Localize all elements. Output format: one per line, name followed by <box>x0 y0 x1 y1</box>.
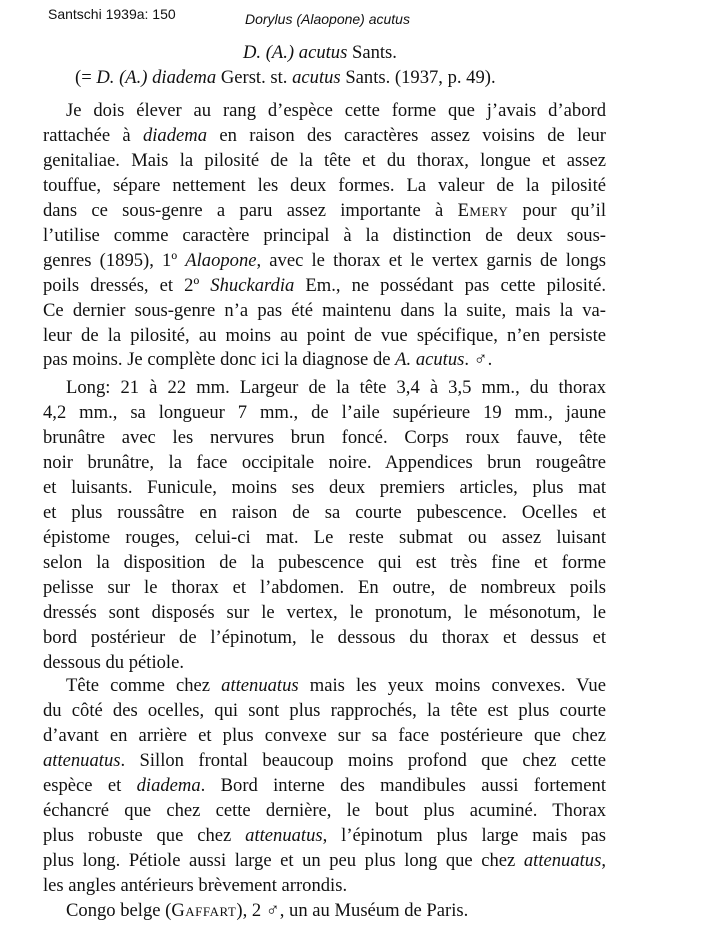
text-span: ), 2 ♂, un au Muséum de Paris. <box>236 900 469 921</box>
text-line: épistome rouges, celui-ci mat. Le reste submat ou assez luisant <box>43 527 606 548</box>
text-span: plus long. Pétiole aussi large et un peu plus long que chez <box>43 850 516 871</box>
text-span: Congo belge ( <box>66 900 172 921</box>
text-line: les angles antérieurs brèvement arrondis. <box>43 875 348 896</box>
text-span: plus robuste que chez <box>43 825 232 846</box>
text-span: , <box>601 850 606 871</box>
text-span: genres (1895), 1º <box>43 250 178 271</box>
synonymy-genus: D. <box>96 67 115 88</box>
synonymy-author: Gerst. st. <box>220 67 288 88</box>
text-line <box>43 849 606 873</box>
text-line: dressés sont disposés sur le vertex, le pronotum, le mésonotum, le <box>43 602 606 623</box>
text-line: et plus roussâtre en raison de sa courte pubescence. Ocelles et <box>43 502 606 523</box>
text-span: , l’épinotum plus large mais pas <box>322 825 606 846</box>
synonymy-ref: Sants. (1937, p. 49). <box>345 67 496 88</box>
text-line: du côté des ocelles, qui sont plus rapprochés, la tête est plus courte <box>43 700 606 721</box>
text-line <box>43 199 606 223</box>
text-span: rattachée à <box>43 125 131 146</box>
text-line <box>43 774 606 798</box>
text-line <box>66 899 468 923</box>
text-line: Ce dernier sous-genre n’a pas été maintenu dans la suite, mais la va- <box>43 300 606 321</box>
heading-species: acutus <box>298 42 348 63</box>
text-line: Long: 21 à 22 mm. Largeur de la tête 3,4 à 3,5 mm., du thorax <box>66 377 606 398</box>
text-span: pas moins. Je complète donc ici la diagnose de <box>43 349 391 370</box>
text-line: d’avant en arrière et plus convexe sur sa face postérieure que chez <box>43 725 606 746</box>
text-line <box>43 824 606 848</box>
heading-author: Sants. <box>351 42 397 63</box>
italic-name: diadema <box>136 775 201 796</box>
text-line: noir brunâtre, la face occipitale noire. Appendices brun rougeâtre <box>43 452 606 473</box>
text-span: Tête comme chez <box>66 675 211 696</box>
text-line: pelisse sur le thorax et l’abdomen. En outre, de nombreux poils <box>43 577 606 598</box>
heading-genus: D. <box>243 42 262 63</box>
citation-label: Santschi 1939a: 150 <box>48 6 176 22</box>
text-line: genitaliae. Mais la pilosité de la tête et du thorax, longue et assez <box>43 150 606 171</box>
text-line: touffue, sépare nettement les deux formes. La valeur de la pilosité <box>43 175 606 196</box>
text-span: pour qu’il <box>522 200 606 221</box>
text-line: leur de la pilosité, au moins au point de vue spécifique, n’en persiste <box>43 325 606 346</box>
text-line <box>43 749 606 773</box>
text-span: . ♂. <box>464 349 493 370</box>
text-span: espèce et <box>43 775 122 796</box>
text-line <box>43 124 606 148</box>
italic-name: attenuatus <box>245 825 323 846</box>
collector-name: Gaffart <box>171 900 237 921</box>
synonymy-line <box>75 66 496 90</box>
species-heading <box>243 41 397 65</box>
text-span: poils dressés, et 2º <box>43 275 200 296</box>
italic-name: attenuatus <box>221 675 299 696</box>
text-span: Em., ne possédant pas cette pilosité. <box>305 275 606 296</box>
text-line: l’utilise comme caractère principal à la distinction de deux sous- <box>43 225 606 246</box>
text-line: échancré que chez cette dernière, le bout plus acuminé. Thorax <box>43 800 606 821</box>
text-line: dessous du pétiole. <box>43 652 184 673</box>
text-line: brunâtre avec les nervures brun foncé. Corps roux fauve, tête <box>43 427 606 448</box>
taxon-label: Dorylus (Alaopone) acutus <box>245 11 410 27</box>
heading-subgenus: (A.) <box>265 42 295 63</box>
italic-name: attenuatus <box>523 850 602 871</box>
text-line: Je dois élever au rang d’espèce cette forme que j’avais d’abord <box>66 100 606 121</box>
text-line: selon la disposition de la pubescence qui est très fine et forme <box>43 552 606 573</box>
text-span: en raison des caractères assez voisins de leur <box>219 125 606 146</box>
text-line: et luisants. Funicule, moins ses deux premiers articles, plus mat <box>43 477 606 498</box>
text-span: . Sillon frontal beaucoup moins profond que chez cette <box>120 750 606 771</box>
text-line: 4,2 mm., sa longueur 7 mm., de l’aile supérieure 19 mm., jaune <box>43 402 606 423</box>
text-line <box>43 348 492 372</box>
italic-name: diadema <box>142 125 208 146</box>
text-span: dans ce sous-genre a paru assez importante à <box>43 200 444 221</box>
text-line <box>43 249 606 273</box>
italic-name: A. acutus <box>395 349 465 370</box>
italic-name: Alaopone <box>185 250 257 271</box>
synonymy-name: diadema <box>152 67 217 88</box>
text-span: . Bord interne des mandibules aussi fortement <box>200 775 606 796</box>
italic-name: attenuatus <box>43 750 121 771</box>
synonymy-subgenus: (A.) <box>119 67 148 88</box>
author-name: Emery <box>457 200 509 221</box>
synonymy-open: (= <box>75 67 92 88</box>
text-span: , avec le thorax et le vertex garnis de longs <box>256 250 606 271</box>
text-span: mais les yeux moins convexes. Vue <box>309 675 606 696</box>
text-line <box>43 274 606 298</box>
text-line <box>66 674 606 698</box>
text-line: bord postérieur de l’épinotum, le dessous du thorax et dessus et <box>43 627 606 648</box>
italic-name: Shuckardia <box>210 275 295 296</box>
synonymy-species: acutus <box>292 67 341 88</box>
